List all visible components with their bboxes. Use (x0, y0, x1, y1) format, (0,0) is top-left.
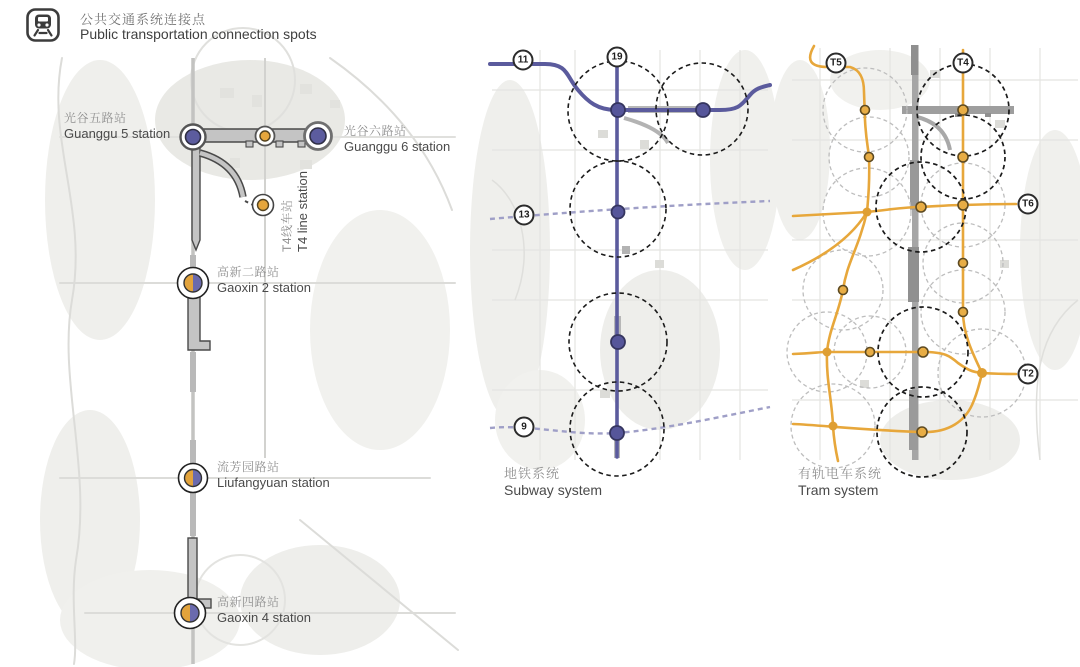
page-title-zh: 公共交通系统连接点 (80, 12, 207, 27)
liufangyuan-station-label: 流芳园路站 Liufangyuan station (217, 460, 330, 490)
liufangyuan-station-marker (179, 464, 208, 493)
tram-panel-caption: 有轨电车系统 Tram system (798, 466, 883, 498)
tram-line-t6 (793, 204, 1016, 216)
tram-panel (770, 45, 1080, 480)
subway-line-13-badge: 13 (514, 205, 535, 226)
subway-line-11-badge: 11 (513, 50, 534, 71)
page-title-en: Public transportation connection spots (80, 26, 317, 42)
guanggu5-station-label: 光谷五路站 Guanggu 5 station (64, 111, 171, 141)
tram-background (770, 45, 1080, 480)
tram-line-t4-badge: T4 (953, 53, 974, 74)
t4-line-station-label: T4线车站 T4 line station (280, 171, 310, 252)
gaoxin4-station-marker (175, 598, 206, 629)
tram-line-t2-badge: T2 (1018, 364, 1039, 385)
tram-line-t4 (963, 50, 982, 373)
corridor-t4-station-marker (256, 127, 275, 146)
tram-line-t5-badge: T5 (826, 53, 847, 74)
guanggu6-station-label: 光谷六路站 Guanggu 6 station (344, 124, 451, 154)
gaoxin2-station-marker (178, 268, 209, 299)
subway-line-9-badge: 9 (514, 417, 535, 438)
tram-station-dots (839, 105, 969, 437)
skywalk-corridor-gaoxin2 (188, 292, 210, 350)
subway-panel (470, 50, 780, 476)
t4-line-station-marker (253, 195, 274, 216)
subway-line-19-badge: 19 (607, 47, 628, 68)
subway-panel-caption: 地铁系统 Subway system (504, 466, 603, 498)
gaoxin2-station-label: 高新二路站 Gaoxin 2 station (217, 265, 311, 295)
skywalk-corridor-vertical (192, 146, 200, 250)
train-icon (28, 10, 59, 41)
tram-line-t6-badge: T6 (1018, 194, 1039, 215)
guanggu5-station-marker (181, 125, 206, 150)
gaoxin4-station-label: 高新四路站 Gaoxin 4 station (217, 595, 311, 625)
